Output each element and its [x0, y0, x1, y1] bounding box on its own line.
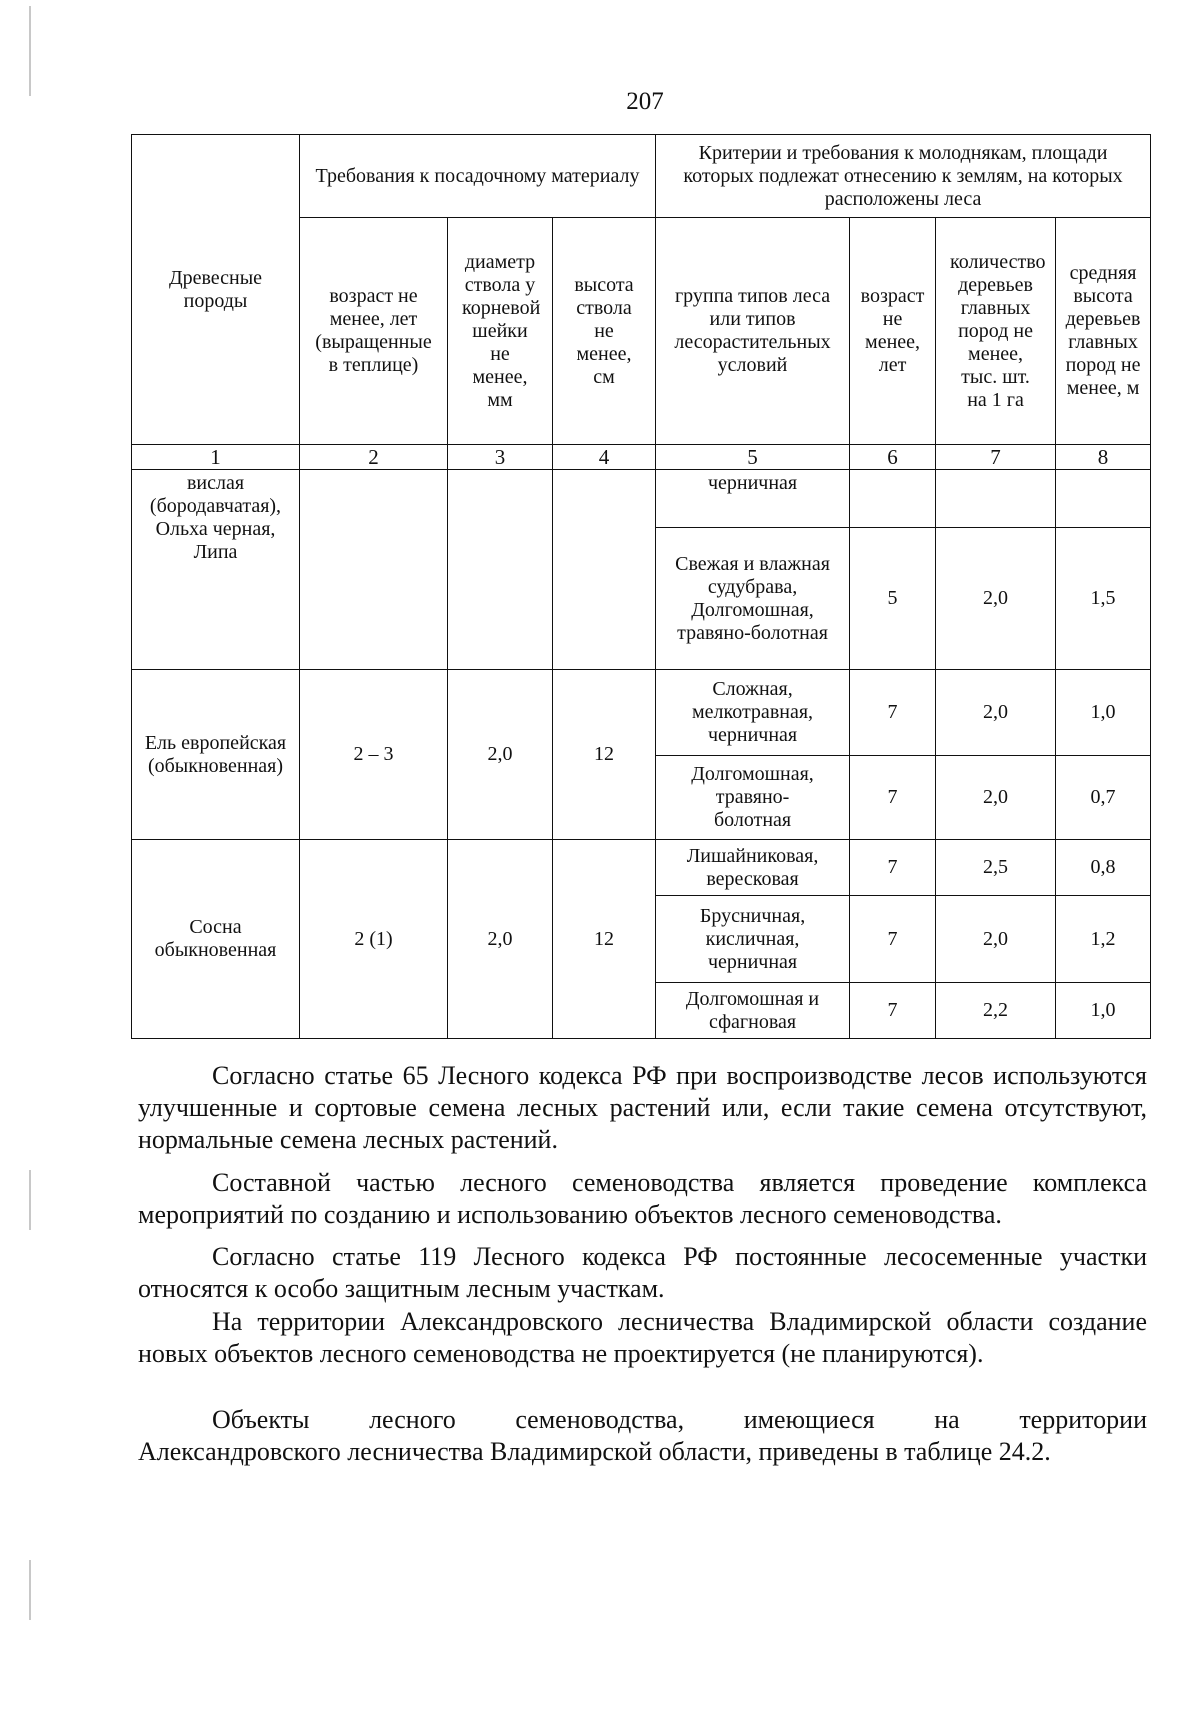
- header-age: возраст не менее, лет (выращенные в теплице): [300, 218, 448, 445]
- diameter-cell: 2,0: [448, 670, 553, 840]
- young-age-cell: 7: [850, 840, 936, 896]
- requirements-table: [131, 134, 1151, 1039]
- tree-count-cell: [936, 470, 1056, 528]
- paragraph-article-119: Согласно статье 119 Лесного кодекса РФ постоянные лесосеменные участки относятся к особо защитным лесным участкам.: [138, 1242, 1147, 1303]
- header-young-age: возраст не менее, лет: [850, 218, 936, 445]
- column-number: 6: [850, 445, 936, 470]
- height-cell: 12: [553, 840, 656, 1039]
- forest-type-cell: Брусничная, кисличная, черничная: [656, 896, 850, 983]
- tree-count-cell: 2,0: [936, 896, 1056, 983]
- column-number: 8: [1056, 445, 1151, 470]
- young-age-cell: 7: [850, 983, 936, 1039]
- species-cell: вислая (бородавчатая), Ольха черная, Липа: [132, 470, 300, 670]
- age-cell: 2 (1): [300, 840, 448, 1039]
- avg-height-cell: 1,0: [1056, 983, 1151, 1039]
- species-cell: Сосна обыкновенная: [132, 840, 300, 1039]
- paragraph-new-objects: На территории Александровского лесничества Владимирской области создание новых объектов лесного семеноводства не проектируется (не планируются).: [138, 1307, 1147, 1368]
- header-species: Древесные породы: [132, 135, 300, 445]
- avg-height-cell: 0,7: [1056, 756, 1151, 840]
- table-row: [132, 840, 1151, 896]
- table-row: [132, 470, 1151, 528]
- avg-height-cell: 1,0: [1056, 670, 1151, 756]
- tree-count-cell: 2,0: [936, 756, 1056, 840]
- diameter-cell: [448, 470, 553, 670]
- young-age-cell: 5: [850, 528, 936, 670]
- tree-count-cell: 2,0: [936, 528, 1056, 670]
- header-row-1: [132, 135, 1151, 218]
- header-height: высота ствола не менее, см: [553, 218, 656, 445]
- header-forest-type: группа типов леса или типов лесорастительных условий: [656, 218, 850, 445]
- forest-type-cell: Сложная, мелкотравная, черничная: [656, 670, 850, 756]
- avg-height-cell: 1,5: [1056, 528, 1151, 670]
- column-number: 4: [553, 445, 656, 470]
- column-number: 1: [132, 445, 300, 470]
- page-number: 207: [626, 88, 664, 115]
- young-age-cell: [850, 470, 936, 528]
- paragraph-seed-production: Составной частью лесного семеноводства является проведение комплекса мероприятий по созданию и использованию объектов лесного семеноводства.: [138, 1168, 1147, 1229]
- height-cell: 12: [553, 670, 656, 840]
- column-number: 5: [656, 445, 850, 470]
- header-tree-count: количество деревьев главных пород не менее, тыс. шт. на 1 га: [936, 218, 1056, 445]
- header-diameter: диаметр ствола у корневой шейки не менее, мм: [448, 218, 553, 445]
- forest-type-cell: Долгомошная, травяно-болотная: [656, 756, 850, 840]
- forest-type-cell: Лишайниковая, вересковая: [656, 840, 850, 896]
- tree-count-cell: 2,5: [936, 840, 1056, 896]
- forest-type-cell: черничная: [656, 470, 850, 528]
- table-row: [132, 670, 1151, 756]
- column-number: 2: [300, 445, 448, 470]
- scan-edge-mark-top: [29, 6, 31, 96]
- scan-edge-mark-middle: [29, 1170, 31, 1230]
- scan-edge-mark-bottom: [29, 1560, 31, 1620]
- age-cell: 2 – 3: [300, 670, 448, 840]
- species-cell: Ель европейская (обыкновенная): [132, 670, 300, 840]
- header-avg-height: средняя высота деревьев главных пород не менее, м: [1056, 218, 1151, 445]
- header-planting-material: Требования к посадочному материалу: [300, 135, 656, 218]
- forest-type-cell: Свежая и влажная судубрава, Долгомошная, травяно-болотная: [656, 528, 850, 670]
- paragraph-existing-objects-line2: Александровского лесничества Владимирской области, приведены в таблице 24.2.: [138, 1437, 1051, 1466]
- young-age-cell: 7: [850, 756, 936, 840]
- header-young-criteria: Критерии и требования к молоднякам, площади которых подлежат отнесению к землям, на которых расположены леса: [656, 135, 1151, 218]
- paragraph-existing-objects-line1: Объекты лесного семеноводства, имеющиеся на территории: [212, 1405, 1147, 1434]
- column-number: 3: [448, 445, 553, 470]
- avg-height-cell: 1,2: [1056, 896, 1151, 983]
- column-number-row: [132, 445, 1151, 470]
- age-cell: [300, 470, 448, 670]
- forest-type-cell: Долгомошная и сфагновая: [656, 983, 850, 1039]
- paragraph-article-65: Согласно статье 65 Лесного кодекса РФ при воспроизводстве лесов используются улучшенные и сортовые семена лесных растений или, если такие семена отсутствуют, нормальные семена лесных растений.: [138, 1061, 1147, 1154]
- young-age-cell: 7: [850, 670, 936, 756]
- avg-height-cell: [1056, 470, 1151, 528]
- diameter-cell: 2,0: [448, 840, 553, 1039]
- height-cell: [553, 470, 656, 670]
- tree-count-cell: 2,2: [936, 983, 1056, 1039]
- young-age-cell: 7: [850, 896, 936, 983]
- tree-count-cell: 2,0: [936, 670, 1056, 756]
- column-number: 7: [936, 445, 1056, 470]
- avg-height-cell: 0,8: [1056, 840, 1151, 896]
